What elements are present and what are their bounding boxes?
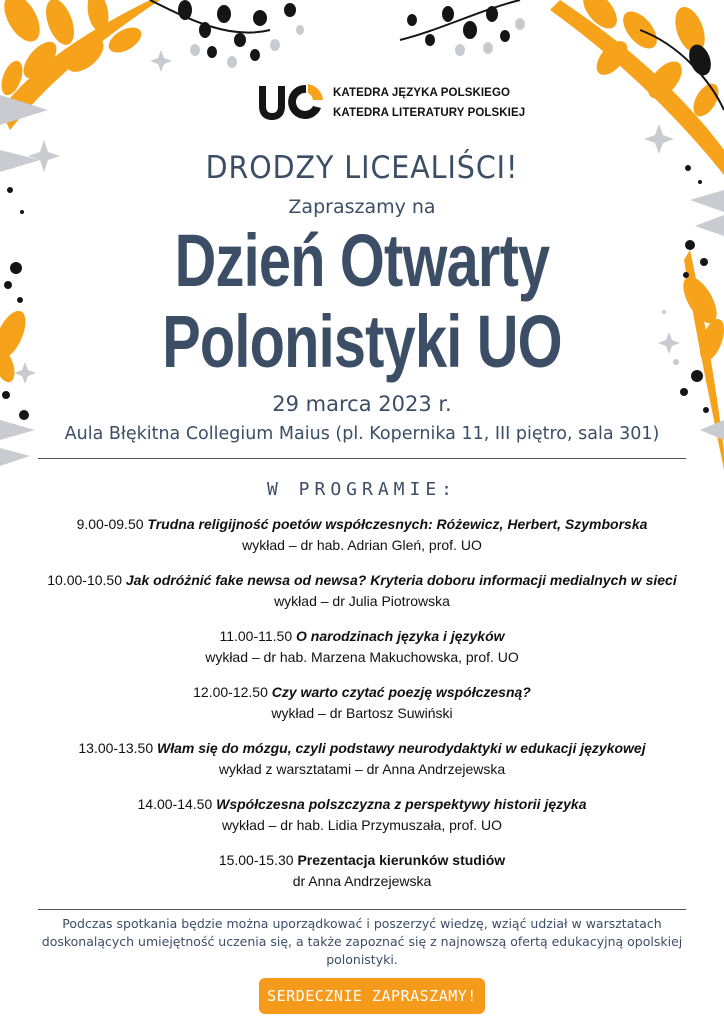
program-topic: Współczesna polszczyzna z perspektywy historii języka <box>216 796 587 812</box>
program-topic: Prezentacja kierunków studiów <box>297 852 506 868</box>
program-item <box>0 737 724 779</box>
event-venue: Aula Błękitna Collegium Maius (pl. Kopernika 11, III piętro, sala 301) <box>64 424 660 444</box>
program-item <box>0 793 724 835</box>
program-item <box>0 625 724 667</box>
department-language: KATEDRA JĘZYKA POLSKIEGO <box>333 87 511 99</box>
program-item <box>0 513 724 555</box>
program-detail: dr Anna Andrzejewska <box>292 873 432 889</box>
greeting-heading: DRODZY LICEALIŚCI! <box>205 150 519 186</box>
program-time: 9.00-09.50 <box>76 516 148 532</box>
program-topic: Trudna religijność poetów współczesnych: Różewicz, Herbert, Szymborska <box>147 516 648 532</box>
program-topic: Jak odróżnić fake newsa od newsa? Kryteria doboru informacji medialnych w sieci <box>125 572 677 588</box>
program-time: 11.00-11.50 <box>219 628 296 644</box>
program-topic: O narodzinach języka i języków <box>296 628 505 644</box>
program-detail: wykład – dr hab. Adrian Gleń, prof. UO <box>242 537 482 553</box>
program-detail: wykład – dr hab. Marzena Makuchowska, prof. UO <box>205 649 519 665</box>
program-heading: W PROGRAMIE: <box>266 479 458 500</box>
divider-top <box>38 458 686 459</box>
program-topic: Włam się do mózgu, czyli podstawy neurodydaktyki w edukacji językowej <box>157 740 646 756</box>
program-time: 14.00-14.50 <box>137 796 217 812</box>
program-item <box>0 681 724 723</box>
program-time: 15.00-15.30 <box>218 852 298 868</box>
footer-description: Podczas spotkania będzie można uporządkować i poszerzyć wiedzę, wziąć udział w warsztatach doskonalących umiejętność uczenia się, a także zapoznać się z najnowszą ofertą edukacyjną opolskiej polonistyki. <box>41 916 683 967</box>
program-item <box>0 569 724 611</box>
uo-logo <box>255 80 325 124</box>
event-title-line1: Dzień Otwarty <box>174 219 550 302</box>
event-title-line2: Polonistyki UO <box>162 300 562 383</box>
invitation-banner: SERDECZNIE ZAPRASZAMY! <box>259 978 485 1014</box>
program-detail: wykład – dr hab. Lidia Przymuszała, prof. UO <box>221 817 503 833</box>
program-time: 10.00-10.50 <box>47 572 126 588</box>
department-literature: KATEDRA LITERATURY POLSKIEJ <box>333 107 526 119</box>
event-date: 29 marca 2023 r. <box>272 392 452 416</box>
program-detail: wykład – dr Julia Piotrowska <box>274 593 450 609</box>
program-time: 12.00-12.50 <box>193 684 272 700</box>
invite-text: Zapraszamy na <box>288 196 436 218</box>
program-topic: Czy warto czytać poezję współczesną? <box>271 684 531 700</box>
program-detail: wykład – dr Bartosz Suwiński <box>271 705 453 721</box>
program-detail: wykład z warsztatami – dr Anna Andrzejewska <box>218 761 506 777</box>
divider-bottom <box>38 909 686 910</box>
program-item <box>0 849 724 891</box>
program-time: 13.00-13.50 <box>78 740 158 756</box>
